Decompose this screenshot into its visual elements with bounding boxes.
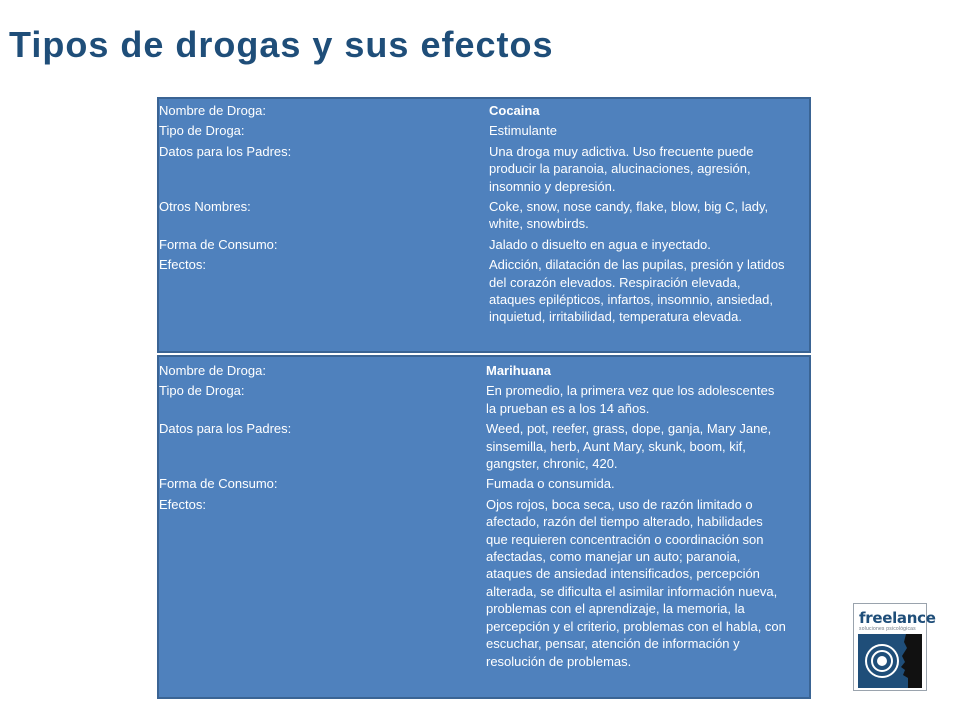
row-value: Weed, pot, reefer, grass, dope, ganja, Mary Jane, sinsemilla, herb, Aunt Mary, skunk, boom, kif, gangster, chronic, 420. — [486, 421, 772, 472]
row-label: Nombre de Droga: — [159, 103, 266, 118]
card-row-type — [159, 382, 809, 417]
card-row-parent-facts — [159, 420, 809, 472]
logo-name: freelance — [859, 609, 936, 627]
row-value: Fumada o consumida. — [486, 476, 615, 492]
row-label: Nombre de Droga: — [159, 363, 266, 378]
row-value: Coke, snow, nose candy, flake, blow, big C, lady, white, snowbirds. — [489, 199, 769, 232]
card-row-parent-facts — [159, 143, 809, 195]
row-value: Cocaina — [489, 103, 540, 118]
row-label: Efectos: — [159, 257, 206, 273]
row-label: Tipo de Droga: — [159, 123, 245, 139]
row-value: Adicción, dilatación de las pupilas, presión y latidos del corazón elevados. Respiración elevada, ataques epilépticos, infartos, insomnio, ansiedad, inquietud, irritabilidad, temperatura elevada. — [489, 257, 785, 325]
row-value: Jalado o disuelto en agua e inyectado. — [489, 236, 711, 252]
card-row-name — [159, 362, 809, 379]
row-label: Datos para los Padres: — [159, 421, 292, 437]
drug-card-cocaina — [157, 97, 811, 353]
freelance-logo — [853, 603, 936, 691]
card-row-consumption — [159, 475, 809, 492]
card-row-consumption — [159, 236, 809, 253]
row-label: Forma de Consumo: — [159, 476, 278, 492]
logo-tagline: soluciones psicológicas — [859, 626, 916, 632]
card-row-name — [159, 102, 809, 119]
card-row-effects — [159, 496, 809, 670]
row-value: En promedio, la primera vez que los adolescentes la prueban es a los 14 años. — [486, 383, 775, 416]
row-label: Datos para los Padres: — [159, 143, 292, 159]
row-value: Ojos rojos, boca seca, uso de razón limitado o afectado, razón del tiempo alterado, habilidades que requieren concentración o coordinación son afectadas, como manejar un auto; paranoia, ataques de ansiedad intensificados, percepción alterada, se dificulta el asimilar información nueva, problemas con el aprendizaje, la memoria, la percepción y el criterio, problemas con el habla, con escuchar, pensar, atención de información y resolución de problemas. — [486, 496, 786, 669]
card-row-other-names — [159, 198, 809, 233]
card-row-type — [159, 122, 809, 139]
drug-card-marihuana — [157, 355, 811, 699]
row-label: Efectos: — [159, 496, 206, 512]
page-title: Tipos de drogas y sus efectos — [9, 24, 554, 65]
head-profile-icon — [858, 634, 922, 688]
row-value: Estimulante — [489, 123, 557, 139]
row-label: Tipo de Droga: — [159, 383, 245, 399]
card-row-effects — [159, 256, 809, 326]
row-value: Una droga muy adictiva. Uso frecuente puede producir la paranoia, alucinaciones, agresión, insomnio y depresión. — [489, 143, 754, 194]
row-label: Otros Nombres: — [159, 199, 251, 215]
row-label: Forma de Consumo: — [159, 236, 278, 252]
row-value: Marihuana — [486, 363, 552, 378]
